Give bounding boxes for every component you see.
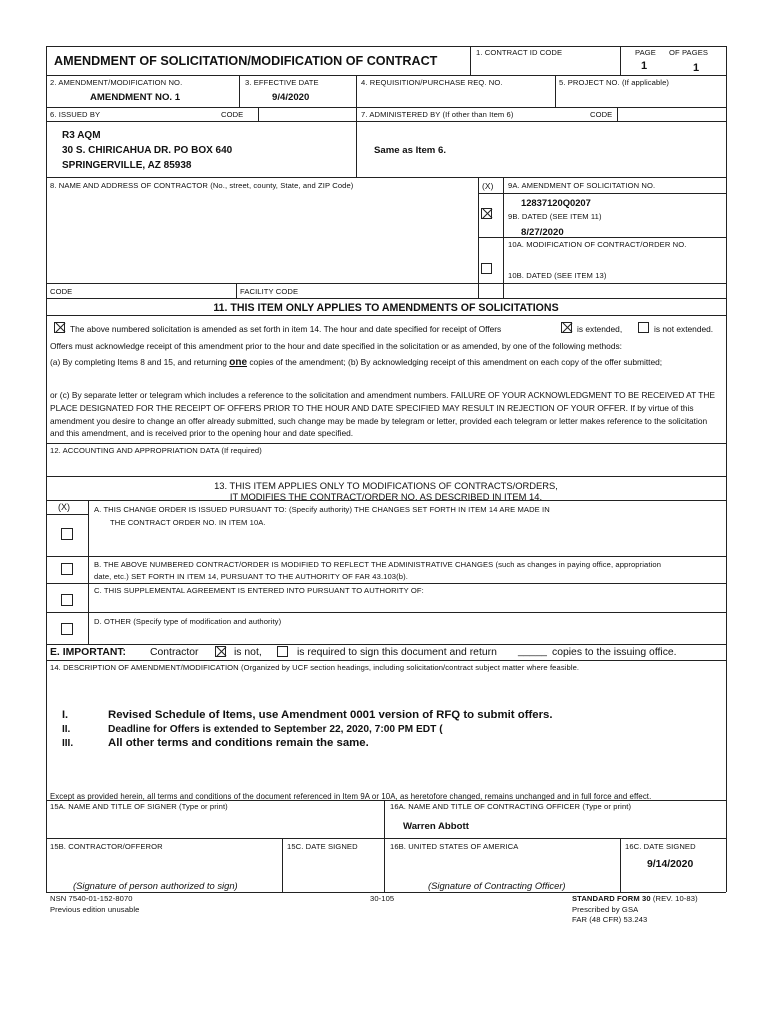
item-9-checkbox[interactable]	[481, 208, 492, 219]
item-11-line3-one: one	[229, 357, 248, 368]
is-extended-label: is extended,	[577, 324, 623, 334]
issued-by-line2: 30 S. CHIRICAHUA DR. PO BOX 640	[62, 145, 233, 156]
is-not-checkbox[interactable]	[215, 646, 226, 657]
far-reference: FAR (48 CFR) 53.243	[572, 915, 648, 924]
important-copies: copies to the issuing office.	[552, 647, 677, 658]
item-10b-label: 10B. DATED (SEE ITEM 13)	[508, 271, 607, 280]
standard-form-name: STANDARD FORM 30	[572, 894, 651, 903]
page-label: PAGE	[635, 48, 656, 57]
important-is-not: is not,	[234, 647, 262, 658]
form-title: AMENDMENT OF SOLICITATION/MODIFICATION OF CONTRACT	[54, 54, 438, 68]
item-14-text-2: Deadline for Offers is extended to September 22, 2020, 7:00 PM EDT (	[108, 724, 443, 735]
item-13-a-line1: A. THIS CHANGE ORDER IS ISSUED PURSUANT TO: (Specify authority) THE CHANGES SET FORTH IN ITEM 14 ARE MADE IN	[94, 505, 550, 514]
item-11-checkbox[interactable]	[54, 322, 65, 333]
signature-right: (Signature of Contracting Officer)	[428, 880, 566, 891]
item-10a-label: 10A. MODIFICATION OF CONTRACT/ORDER NO.	[508, 240, 687, 249]
item-13-b-line1: B. THE ABOVE NUMBERED CONTRACT/ORDER IS MODIFIED TO REFLECT THE ADMINISTRATIVE CHANGES (such as changes in paying office, appropriation	[94, 560, 662, 569]
important-blank: _____	[518, 646, 547, 657]
item-11-line2: Offers must acknowledge receipt of this amendment prior to the hour and date specified in the solicitation or as amended, by one of the following methods:	[50, 341, 622, 351]
item-10-checkbox[interactable]	[481, 263, 492, 274]
project-no-label: 5. PROJECT NO. (If applicable)	[559, 78, 670, 87]
item-13-a-checkbox[interactable]	[61, 528, 73, 540]
item-14-num-3: III.	[62, 738, 74, 749]
item-13-d-line: D. OTHER (Specify type of modification and authority)	[94, 617, 282, 626]
contractor-label: 8. NAME AND ADDRESS OF CONTRACTOR (No., street, county, State, and ZIP Code)	[50, 181, 354, 190]
item-11-line3-a: (a) By completing Items 8 and 15, and returning	[50, 357, 227, 367]
issued-by-label: 6. ISSUED BY	[50, 110, 101, 119]
item-13-a-line2: THE CONTRACT ORDER NO. IN ITEM 10A.	[110, 518, 266, 527]
item-16a-label: 16A. NAME AND TITLE OF CONTRACTING OFFICER (Type or print)	[390, 802, 632, 811]
issued-by-line3: SPRINGERVILLE, AZ 85938	[62, 160, 192, 171]
form-number: 30-105	[370, 894, 395, 903]
signature-left: (Signature of person authorized to sign)	[73, 880, 238, 891]
item-14-label: 14. DESCRIPTION OF AMENDMENT/MODIFICATION (Organized by UCF section headings, including solicitation/contract subject matter where feasible.	[50, 663, 580, 672]
item-11-line1: The above numbered solicitation is amended as set forth in item 14. The hour and date specified for receipt of Offers	[70, 324, 502, 334]
item-11-line4: or (c) By separate letter or telegram which includes a reference to the solicitation and amendment numbers. FAILURE OF YOUR ACKNOWLEDGMENT TO BE RECEIVED AT THE PLACE DESIGNATED FOR THE RECEIPT OF OFFERS PRIOR TO THE HOUR AND DATE SPECIFIED MAY RESULT IN REJECTION OF YOUR OFFER. If by virtue of this amendment you desire to change an offer already submitted, such change may be made by telegram or letter, provided each telegram or letter makes reference to the solicitation and this amendment, and is received prior to the opening hour and date specified.	[50, 390, 715, 439]
item-16b-label: 16B. UNITED STATES OF AMERICA	[390, 842, 519, 851]
item-16a-value: Warren Abbott	[403, 821, 469, 832]
item-12-label: 12. ACCOUNTING AND APPROPRIATION DATA (If required)	[50, 446, 262, 455]
item-14-text-3: All other terms and conditions remain the same.	[108, 737, 369, 749]
item-15b-label: 15B. CONTRACTOR/OFFEROR	[50, 842, 163, 851]
issued-by-line1: R3 AQM	[62, 130, 101, 141]
nsn: NSN 7540-01-152-8070	[50, 894, 133, 903]
administered-by-value: Same as Item 6.	[374, 145, 446, 156]
effective-date-label: 3. EFFECTIVE DATE	[245, 78, 319, 87]
contractor-code-label: CODE	[50, 287, 73, 296]
item-16c-value: 9/14/2020	[647, 859, 694, 870]
administered-code-label: CODE	[590, 110, 613, 119]
requisition-label: 4. REQUISITION/PURCHASE REQ. NO.	[361, 78, 503, 87]
item-13-b-checkbox[interactable]	[61, 563, 73, 575]
amendment-no-label: 2. AMENDMENT/MODIFICATION NO.	[50, 78, 183, 87]
item-13-x-label: (X)	[58, 502, 70, 512]
of-pages-label: OF PAGES	[669, 48, 709, 57]
is-not-extended-label: is not extended.	[654, 324, 714, 334]
item-15c-label: 15C. DATE SIGNED	[287, 842, 358, 851]
important-label: E. IMPORTANT:	[50, 647, 127, 658]
contract-id-label: 1. CONTRACT ID CODE	[476, 48, 563, 57]
x-header: (X)	[482, 181, 494, 191]
item-14-text-1: Revised Schedule of Items, use Amendment 0001 version of RFQ to submit offers.	[108, 709, 553, 721]
item-14-num-1: I.	[62, 709, 69, 721]
except-text: Except as provided herein, all terms and conditions of the document referenced in Item 9A or 10A, as heretofore changed, remains unchanged and in full force and effect.	[50, 792, 652, 801]
item-14-num-2: II.	[62, 724, 71, 735]
item-11-line3-b: copies of the amendment; (b) By acknowledging receipt of this amendment on each copy of the offer submitted;	[249, 357, 663, 367]
prescribed-by: Prescribed by GSA	[572, 905, 639, 914]
item-13-heading-line2: IT MODIFIES THE CONTRACT/ORDER NO. AS DESCRIBED IN ITEM 14.	[229, 491, 543, 502]
issued-by-code-label: CODE	[221, 110, 244, 119]
is-extended-checkbox[interactable]	[561, 322, 572, 333]
item-9b-label: 9B. DATED (SEE ITEM 11)	[508, 212, 602, 221]
item-9b-value: 8/27/2020	[521, 227, 564, 238]
item-13-d-checkbox[interactable]	[61, 623, 73, 635]
item-11-heading: 11. THIS ITEM ONLY APPLIES TO AMENDMENTS OF SOLICITATIONS	[213, 302, 559, 314]
item-15a-label: 15A. NAME AND TITLE OF SIGNER (Type or print)	[50, 802, 228, 811]
standard-form-rev: (REV. 10-83)	[652, 894, 698, 903]
standard-form	[572, 894, 698, 903]
is-not-extended-checkbox[interactable]	[638, 322, 649, 333]
item-16c-label: 16C. DATE SIGNED	[625, 842, 696, 851]
item-11-line3	[50, 356, 710, 370]
administered-by-label: 7. ADMINISTERED BY (If other than Item 6)	[361, 110, 514, 119]
effective-date-value: 9/4/2020	[272, 92, 310, 103]
item-13-c-line: C. THIS SUPPLEMENTAL AGREEMENT IS ENTERED INTO PURSUANT TO AUTHORITY OF:	[94, 586, 424, 595]
amendment-no-value: AMENDMENT NO. 1	[90, 92, 181, 103]
is-required-checkbox[interactable]	[277, 646, 288, 657]
item-13-c-checkbox[interactable]	[61, 594, 73, 606]
page-value: 1	[641, 60, 648, 72]
item-9a-value: 12837120Q0207	[521, 197, 591, 208]
of-pages-value: 1	[693, 62, 700, 74]
facility-code-label: FACILITY CODE	[240, 287, 299, 296]
previous-edition: Previous edition unusable	[50, 905, 140, 914]
important-contractor: Contractor	[150, 647, 199, 658]
important-is-required: is required to sign this document and return	[297, 647, 497, 658]
item-13-b-line2: date, etc.) SET FORTH IN ITEM 14, PURSUANT TO THE AUTHORITY OF FAR 43.103(b).	[94, 572, 408, 581]
item-9a-label: 9A. AMENDMENT OF SOLICITATION NO.	[508, 181, 656, 190]
item-13-heading-line1: 13. THIS ITEM APPLIES ONLY TO MODIFICATIONS OF CONTRACTS/ORDERS,	[214, 480, 558, 491]
